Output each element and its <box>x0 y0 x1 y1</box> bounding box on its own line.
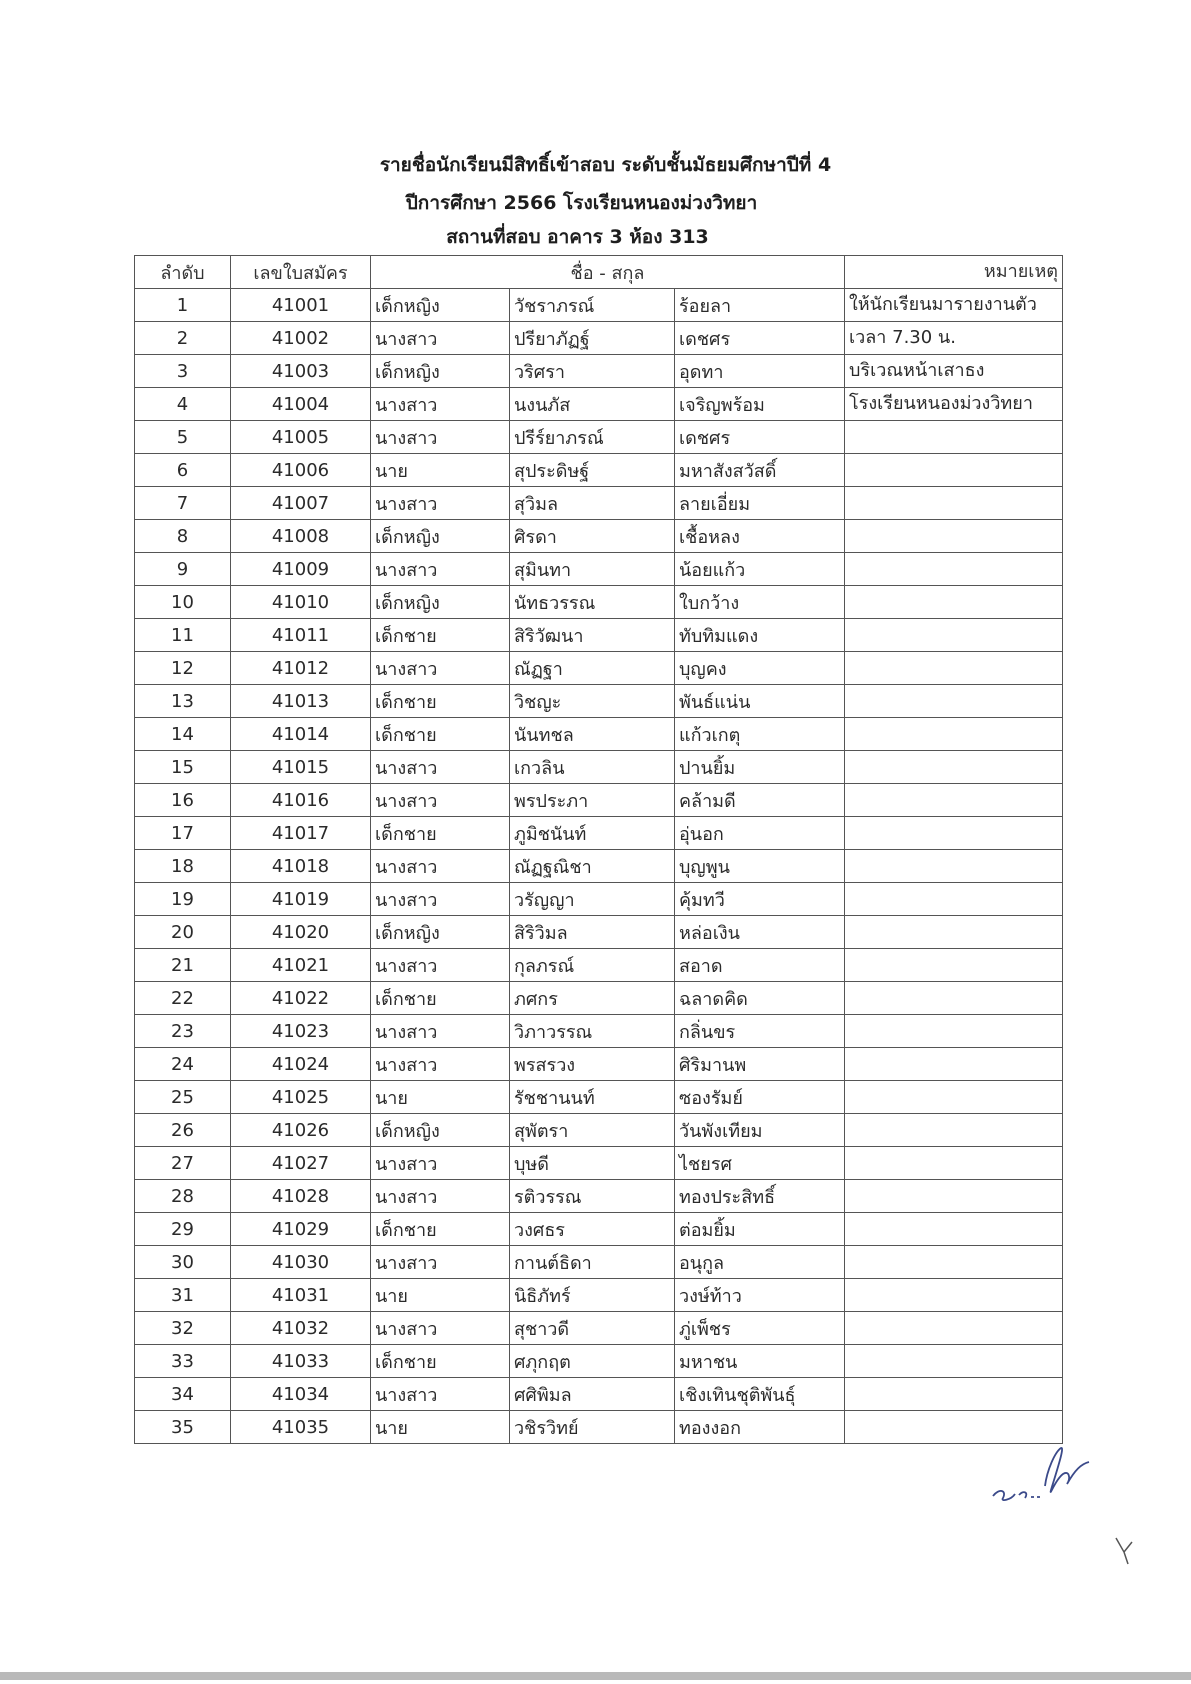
table-row <box>135 322 1063 355</box>
row-number: 3 <box>135 355 231 388</box>
application-number: 41020 <box>231 916 371 949</box>
first-name: ณัฏฐา <box>510 652 675 685</box>
remark-cell: ให้นักเรียนมารายงานตัว <box>845 289 1063 322</box>
remark-cell <box>845 1345 1063 1378</box>
row-number: 6 <box>135 454 231 487</box>
table-row <box>135 949 1063 982</box>
first-name: ปรียาภัฏฐ์ <box>510 322 675 355</box>
name-title: เด็กหญิง <box>371 289 510 322</box>
table-row <box>135 916 1063 949</box>
name-title: นางสาว <box>371 1180 510 1213</box>
remark-cell: เวลา 7.30 น. <box>845 322 1063 355</box>
name-title: เด็กชาย <box>371 718 510 751</box>
table-row <box>135 586 1063 619</box>
remark-cell <box>845 1114 1063 1147</box>
first-name: สุพัตรา <box>510 1114 675 1147</box>
name-title: นางสาว <box>371 487 510 520</box>
table-row <box>135 1015 1063 1048</box>
table-row <box>135 883 1063 916</box>
table-row <box>135 1147 1063 1180</box>
first-name: นัทธวรรณ <box>510 586 675 619</box>
remark-cell: บริเวณหน้าเสาธง <box>845 355 1063 388</box>
application-number: 41019 <box>231 883 371 916</box>
table-row <box>135 388 1063 421</box>
table-row <box>135 520 1063 553</box>
application-number: 41012 <box>231 652 371 685</box>
application-number: 41014 <box>231 718 371 751</box>
application-number: 41001 <box>231 289 371 322</box>
row-number: 34 <box>135 1378 231 1411</box>
name-title: เด็กหญิง <box>371 916 510 949</box>
remark-cell <box>845 1213 1063 1246</box>
remark-cell <box>845 949 1063 982</box>
name-title: เด็กหญิง <box>371 520 510 553</box>
first-name: พรประภา <box>510 784 675 817</box>
document-title-line-2: ปีการศึกษา 2566 โรงเรียนหนองม่วงวิทยา <box>405 192 758 214</box>
application-number: 41023 <box>231 1015 371 1048</box>
last-name: ร้อยลา <box>675 289 845 322</box>
document-title-line-3: สถานที่สอบ อาคาร 3 ห้อง 313 <box>446 226 709 248</box>
application-number: 41034 <box>231 1378 371 1411</box>
remark-cell <box>845 1147 1063 1180</box>
table-row <box>135 817 1063 850</box>
name-title: เด็กหญิง <box>371 355 510 388</box>
first-name: นงนภัส <box>510 388 675 421</box>
table-row <box>135 1411 1063 1444</box>
application-number: 41021 <box>231 949 371 982</box>
row-number: 18 <box>135 850 231 883</box>
table-row <box>135 355 1063 388</box>
name-title: นางสาว <box>371 1246 510 1279</box>
name-title: นางสาว <box>371 1048 510 1081</box>
scan-edge-shadow <box>0 1672 1191 1680</box>
name-title: นางสาว <box>371 322 510 355</box>
application-number: 41033 <box>231 1345 371 1378</box>
header-remarks: หมายเหตุ <box>845 256 1063 289</box>
remark-cell <box>845 751 1063 784</box>
first-name: สิริวิมล <box>510 916 675 949</box>
name-title: นาย <box>371 1081 510 1114</box>
student-roster-table <box>134 255 1063 1444</box>
row-number: 17 <box>135 817 231 850</box>
last-name: บุญพูน <box>675 850 845 883</box>
name-title: นางสาว <box>371 1147 510 1180</box>
remark-cell <box>845 1312 1063 1345</box>
application-number: 41029 <box>231 1213 371 1246</box>
last-name: กลิ่นขร <box>675 1015 845 1048</box>
row-number: 20 <box>135 916 231 949</box>
application-number: 41011 <box>231 619 371 652</box>
remark-cell <box>845 586 1063 619</box>
application-number: 41027 <box>231 1147 371 1180</box>
last-name: อนุกูล <box>675 1246 845 1279</box>
row-number: 31 <box>135 1279 231 1312</box>
first-name: สิริวัฒนา <box>510 619 675 652</box>
application-number: 41003 <box>231 355 371 388</box>
last-name: เดชศร <box>675 322 845 355</box>
remark-cell <box>845 916 1063 949</box>
application-number: 41009 <box>231 553 371 586</box>
remark-cell <box>845 718 1063 751</box>
name-title: นางสาว <box>371 883 510 916</box>
first-name: วัชราภรณ์ <box>510 289 675 322</box>
row-number: 29 <box>135 1213 231 1246</box>
row-number: 27 <box>135 1147 231 1180</box>
table-row <box>135 718 1063 751</box>
application-number: 41028 <box>231 1180 371 1213</box>
name-title: เด็กหญิง <box>371 1114 510 1147</box>
header-full-name: ชื่อ - สกุล <box>371 256 845 289</box>
first-name: กานต์ธิดา <box>510 1246 675 1279</box>
remark-cell <box>845 1015 1063 1048</box>
application-number: 41007 <box>231 487 371 520</box>
table-row <box>135 1180 1063 1213</box>
last-name: มหาชน <box>675 1345 845 1378</box>
first-name: ณัฏฐณิชา <box>510 850 675 883</box>
remark-cell <box>845 1180 1063 1213</box>
application-number: 41018 <box>231 850 371 883</box>
name-title: นางสาว <box>371 1312 510 1345</box>
signature-mark <box>985 1440 1095 1510</box>
application-number: 41024 <box>231 1048 371 1081</box>
table-row <box>135 1081 1063 1114</box>
application-number: 41025 <box>231 1081 371 1114</box>
application-number: 41031 <box>231 1279 371 1312</box>
table-body <box>135 289 1063 1444</box>
application-number: 41004 <box>231 388 371 421</box>
row-number: 25 <box>135 1081 231 1114</box>
first-name: กุลภรณ์ <box>510 949 675 982</box>
remark-cell <box>845 1378 1063 1411</box>
application-number: 41002 <box>231 322 371 355</box>
application-number: 41005 <box>231 421 371 454</box>
first-name: ศิรดา <box>510 520 675 553</box>
first-name: รัชชานนท์ <box>510 1081 675 1114</box>
row-number: 2 <box>135 322 231 355</box>
remark-cell <box>845 784 1063 817</box>
last-name: ทองงอก <box>675 1411 845 1444</box>
first-name: วริศรา <box>510 355 675 388</box>
table-row <box>135 1114 1063 1147</box>
table-row <box>135 553 1063 586</box>
application-number: 41010 <box>231 586 371 619</box>
last-name: อุ่นอก <box>675 817 845 850</box>
last-name: ทองประสิทธิ์ <box>675 1180 845 1213</box>
table-row <box>135 487 1063 520</box>
name-title: นางสาว <box>371 949 510 982</box>
first-name: วรัญญา <box>510 883 675 916</box>
remark-cell <box>845 454 1063 487</box>
first-name: นิธิภัทร์ <box>510 1279 675 1312</box>
row-number: 30 <box>135 1246 231 1279</box>
last-name: ปานยิ้ม <box>675 751 845 784</box>
first-name: ศภุกฤต <box>510 1345 675 1378</box>
row-number: 23 <box>135 1015 231 1048</box>
last-name: วันพังเทียม <box>675 1114 845 1147</box>
table-row <box>135 1312 1063 1345</box>
header-application-number: เลขใบสมัคร <box>231 256 371 289</box>
row-number: 26 <box>135 1114 231 1147</box>
table-row <box>135 1048 1063 1081</box>
first-name: วชิรวิทย์ <box>510 1411 675 1444</box>
name-title: นางสาว <box>371 388 510 421</box>
last-name: ใบกว้าง <box>675 586 845 619</box>
application-number: 41017 <box>231 817 371 850</box>
table-row <box>135 652 1063 685</box>
remark-cell: โรงเรียนหนองม่วงวิทยา <box>845 388 1063 421</box>
name-title: นาย <box>371 454 510 487</box>
table-row <box>135 1378 1063 1411</box>
first-name: ศศิพิมล <box>510 1378 675 1411</box>
table-row <box>135 1213 1063 1246</box>
name-title: นางสาว <box>371 652 510 685</box>
remark-cell <box>845 652 1063 685</box>
last-name: คล้ามดี <box>675 784 845 817</box>
remark-cell <box>845 421 1063 454</box>
table-header-row <box>135 256 1063 289</box>
last-name: มหาสังสวัสดิ์ <box>675 454 845 487</box>
first-name: สุมินทา <box>510 553 675 586</box>
row-number: 35 <box>135 1411 231 1444</box>
remark-cell <box>845 487 1063 520</box>
name-title: เด็กชาย <box>371 817 510 850</box>
row-number: 21 <box>135 949 231 982</box>
first-name: วงศธร <box>510 1213 675 1246</box>
tick-mark <box>1114 1528 1134 1568</box>
remark-cell <box>845 1246 1063 1279</box>
application-number: 41022 <box>231 982 371 1015</box>
name-title: นางสาว <box>371 784 510 817</box>
application-number: 41030 <box>231 1246 371 1279</box>
table-row <box>135 421 1063 454</box>
application-number: 41016 <box>231 784 371 817</box>
last-name: ภู่เพ็ชร <box>675 1312 845 1345</box>
last-name: บุญคง <box>675 652 845 685</box>
remark-cell <box>845 1081 1063 1114</box>
last-name: ลายเอี่ยม <box>675 487 845 520</box>
last-name: เดชศร <box>675 421 845 454</box>
table-row <box>135 1246 1063 1279</box>
application-number: 41006 <box>231 454 371 487</box>
last-name: ฉลาดคิด <box>675 982 845 1015</box>
last-name: ไชยรศ <box>675 1147 845 1180</box>
last-name: คุ้มทวี <box>675 883 845 916</box>
first-name: รติวรรณ <box>510 1180 675 1213</box>
row-number: 12 <box>135 652 231 685</box>
name-title: เด็กชาย <box>371 619 510 652</box>
last-name: อุดทา <box>675 355 845 388</box>
remark-cell <box>845 619 1063 652</box>
table-row <box>135 751 1063 784</box>
name-title: เด็กชาย <box>371 685 510 718</box>
row-number: 13 <box>135 685 231 718</box>
row-number: 7 <box>135 487 231 520</box>
remark-cell <box>845 1279 1063 1312</box>
remark-cell <box>845 883 1063 916</box>
last-name: ซองรัมย์ <box>675 1081 845 1114</box>
name-title: นางสาว <box>371 1378 510 1411</box>
table-row <box>135 850 1063 883</box>
first-name: นันทชล <box>510 718 675 751</box>
last-name: เชิงเทินชุติพันธุ์ <box>675 1378 845 1411</box>
document-title-line-1: รายชื่อนักเรียนมีสิทธิ์เข้าสอบ ระดับชั้นมัธยมศึกษาปีที่ 4 <box>379 154 832 176</box>
remark-cell <box>845 982 1063 1015</box>
name-title: นางสาว <box>371 751 510 784</box>
row-number: 22 <box>135 982 231 1015</box>
last-name: หล่อเงิน <box>675 916 845 949</box>
table-row <box>135 784 1063 817</box>
remark-cell <box>845 553 1063 586</box>
last-name: วงษ์ท้าว <box>675 1279 845 1312</box>
row-number: 24 <box>135 1048 231 1081</box>
table-row <box>135 1279 1063 1312</box>
remark-cell <box>845 1411 1063 1444</box>
first-name: ภศกร <box>510 982 675 1015</box>
last-name: แก้วเกตุ <box>675 718 845 751</box>
first-name: สุประดิษฐ์ <box>510 454 675 487</box>
header-no: ลำดับ <box>135 256 231 289</box>
row-number: 19 <box>135 883 231 916</box>
application-number: 41032 <box>231 1312 371 1345</box>
table-row <box>135 454 1063 487</box>
application-number: 41008 <box>231 520 371 553</box>
last-name: เจริญพร้อม <box>675 388 845 421</box>
first-name: เกวลิน <box>510 751 675 784</box>
first-name: วิภาวรรณ <box>510 1015 675 1048</box>
first-name: ปรีร์ยาภรณ์ <box>510 421 675 454</box>
last-name: สอาด <box>675 949 845 982</box>
name-title: เด็กชาย <box>371 1345 510 1378</box>
name-title: นาย <box>371 1411 510 1444</box>
row-number: 1 <box>135 289 231 322</box>
row-number: 10 <box>135 586 231 619</box>
row-number: 28 <box>135 1180 231 1213</box>
last-name: ต่อมยิ้ม <box>675 1213 845 1246</box>
row-number: 14 <box>135 718 231 751</box>
table-row <box>135 982 1063 1015</box>
last-name: พันธ์แน่น <box>675 685 845 718</box>
last-name: ทับทิมแดง <box>675 619 845 652</box>
first-name: วิชญะ <box>510 685 675 718</box>
row-number: 4 <box>135 388 231 421</box>
name-title: นางสาว <box>371 1015 510 1048</box>
last-name: ศิริมานพ <box>675 1048 845 1081</box>
remark-cell <box>845 817 1063 850</box>
first-name: สุชาวดี <box>510 1312 675 1345</box>
row-number: 16 <box>135 784 231 817</box>
name-title: นางสาว <box>371 421 510 454</box>
first-name: สุวิมล <box>510 487 675 520</box>
last-name: เชื้อหลง <box>675 520 845 553</box>
application-number: 41015 <box>231 751 371 784</box>
table-row <box>135 619 1063 652</box>
row-number: 11 <box>135 619 231 652</box>
row-number: 5 <box>135 421 231 454</box>
application-number: 41026 <box>231 1114 371 1147</box>
name-title: นางสาว <box>371 553 510 586</box>
application-number: 41013 <box>231 685 371 718</box>
first-name: ภูมิชนันท์ <box>510 817 675 850</box>
row-number: 8 <box>135 520 231 553</box>
table-row <box>135 1345 1063 1378</box>
first-name: พรสรวง <box>510 1048 675 1081</box>
remark-cell <box>845 850 1063 883</box>
row-number: 15 <box>135 751 231 784</box>
remark-cell <box>845 1048 1063 1081</box>
table-row <box>135 685 1063 718</box>
application-number: 41035 <box>231 1411 371 1444</box>
remark-cell <box>845 685 1063 718</box>
table-row <box>135 289 1063 322</box>
name-title: เด็กชาย <box>371 982 510 1015</box>
remark-cell <box>845 520 1063 553</box>
name-title: นาย <box>371 1279 510 1312</box>
row-number: 32 <box>135 1312 231 1345</box>
row-number: 9 <box>135 553 231 586</box>
name-title: นางสาว <box>371 850 510 883</box>
name-title: เด็กหญิง <box>371 586 510 619</box>
name-title: เด็กชาย <box>371 1213 510 1246</box>
first-name: บุษดี <box>510 1147 675 1180</box>
row-number: 33 <box>135 1345 231 1378</box>
last-name: น้อยแก้ว <box>675 553 845 586</box>
